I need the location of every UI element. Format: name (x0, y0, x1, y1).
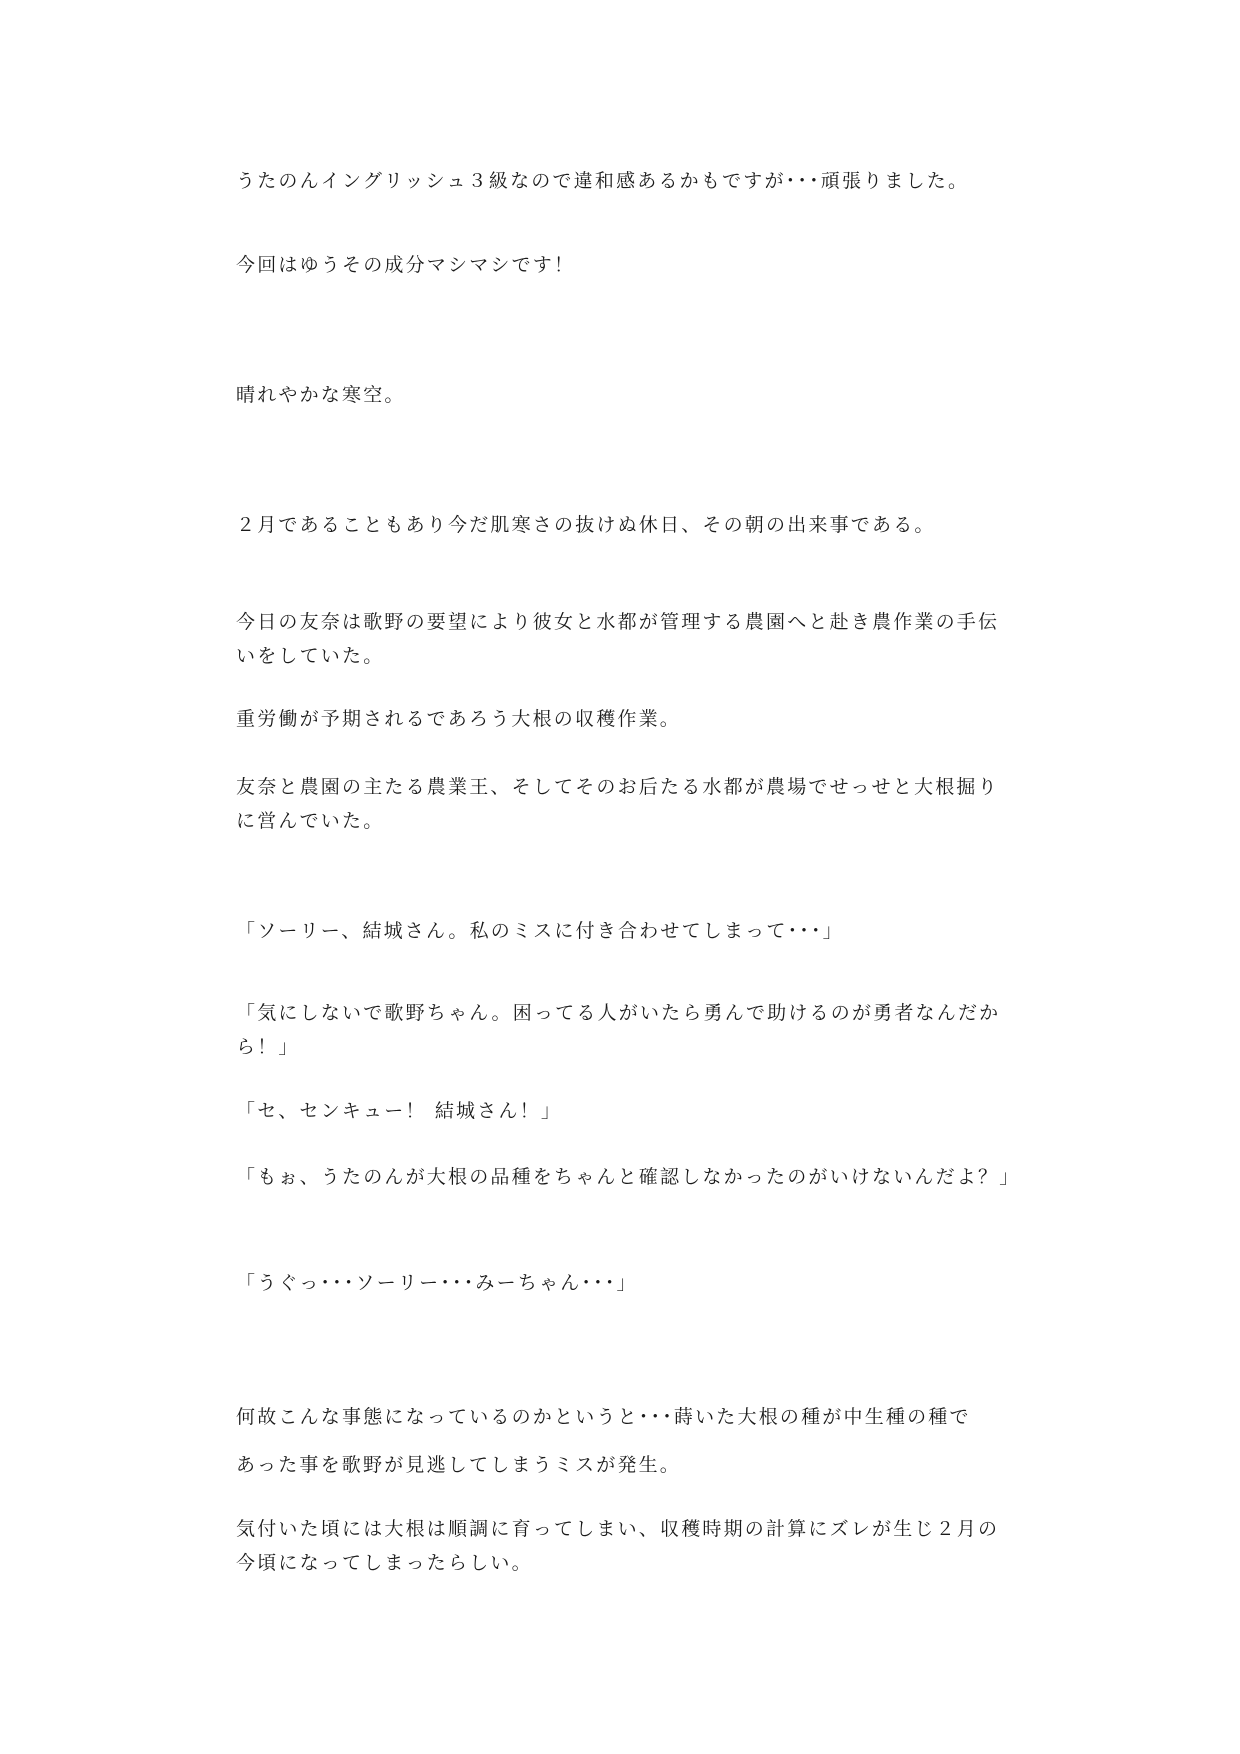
dialogue-apology: 「うぐっ･･･ソーリー･･･みーちゃん･･･」 (236, 1272, 638, 1294)
paragraph-february-morning: ２月であることもあり今だ肌寒さの抜けぬ休日、その朝の出来事である。 (236, 514, 936, 536)
dialogue-scolding: 「もぉ、うたのんが大根の品種をちゃんと確認しなかったのがいけないんだよ？」 (236, 1166, 1021, 1188)
dialogue-thank-you: 「セ、センキュー！ 結城さん！」 (236, 1100, 563, 1122)
paragraph-intro-remark: 今回はゆうその成分マシマシです！ (236, 254, 576, 276)
paragraph-digging: 友奈と農園の主たる農業王、そしてそのお后たる水都が農場でせっせと大根掘りに営んでいた。 (236, 776, 999, 832)
dialogue-dont-mind: 「気にしないで歌野ちゃん。困ってる人がいたら勇んで助けるのが勇者なんだから！」 (236, 1002, 1001, 1058)
paragraph-reason-2: あった事を歌野が見逃してしまうミスが発生。 (236, 1454, 682, 1476)
dialogue-sorry: 「ソーリー、結城さん。私のミスに付き合わせてしまって･･･」 (236, 920, 844, 942)
paragraph-intro-note: うたのんイングリッシュ３級なので違和感あるかもですが･･･頑張りました。 (236, 170, 970, 192)
paragraph-sky: 晴れやかな寒空。 (236, 384, 406, 406)
paragraph-timing: 気付いた頃には大根は順調に育ってしまい、収穫時期の計算にズレが生じ２月の今頃になってしまったらしい。 (236, 1518, 1000, 1574)
paragraph-reason-1: 何故こんな事態になっているのかというと･･･蒔いた大根の種が中生種の種で (236, 1406, 971, 1428)
paragraph-harvest-work: 重労働が予期されるであろう大根の収穫作業。 (236, 708, 682, 730)
paragraph-farm-help: 今日の友奈は歌野の要望により彼女と水都が管理する農園へと赴き農作業の手伝いをしていた。 (236, 611, 1000, 667)
